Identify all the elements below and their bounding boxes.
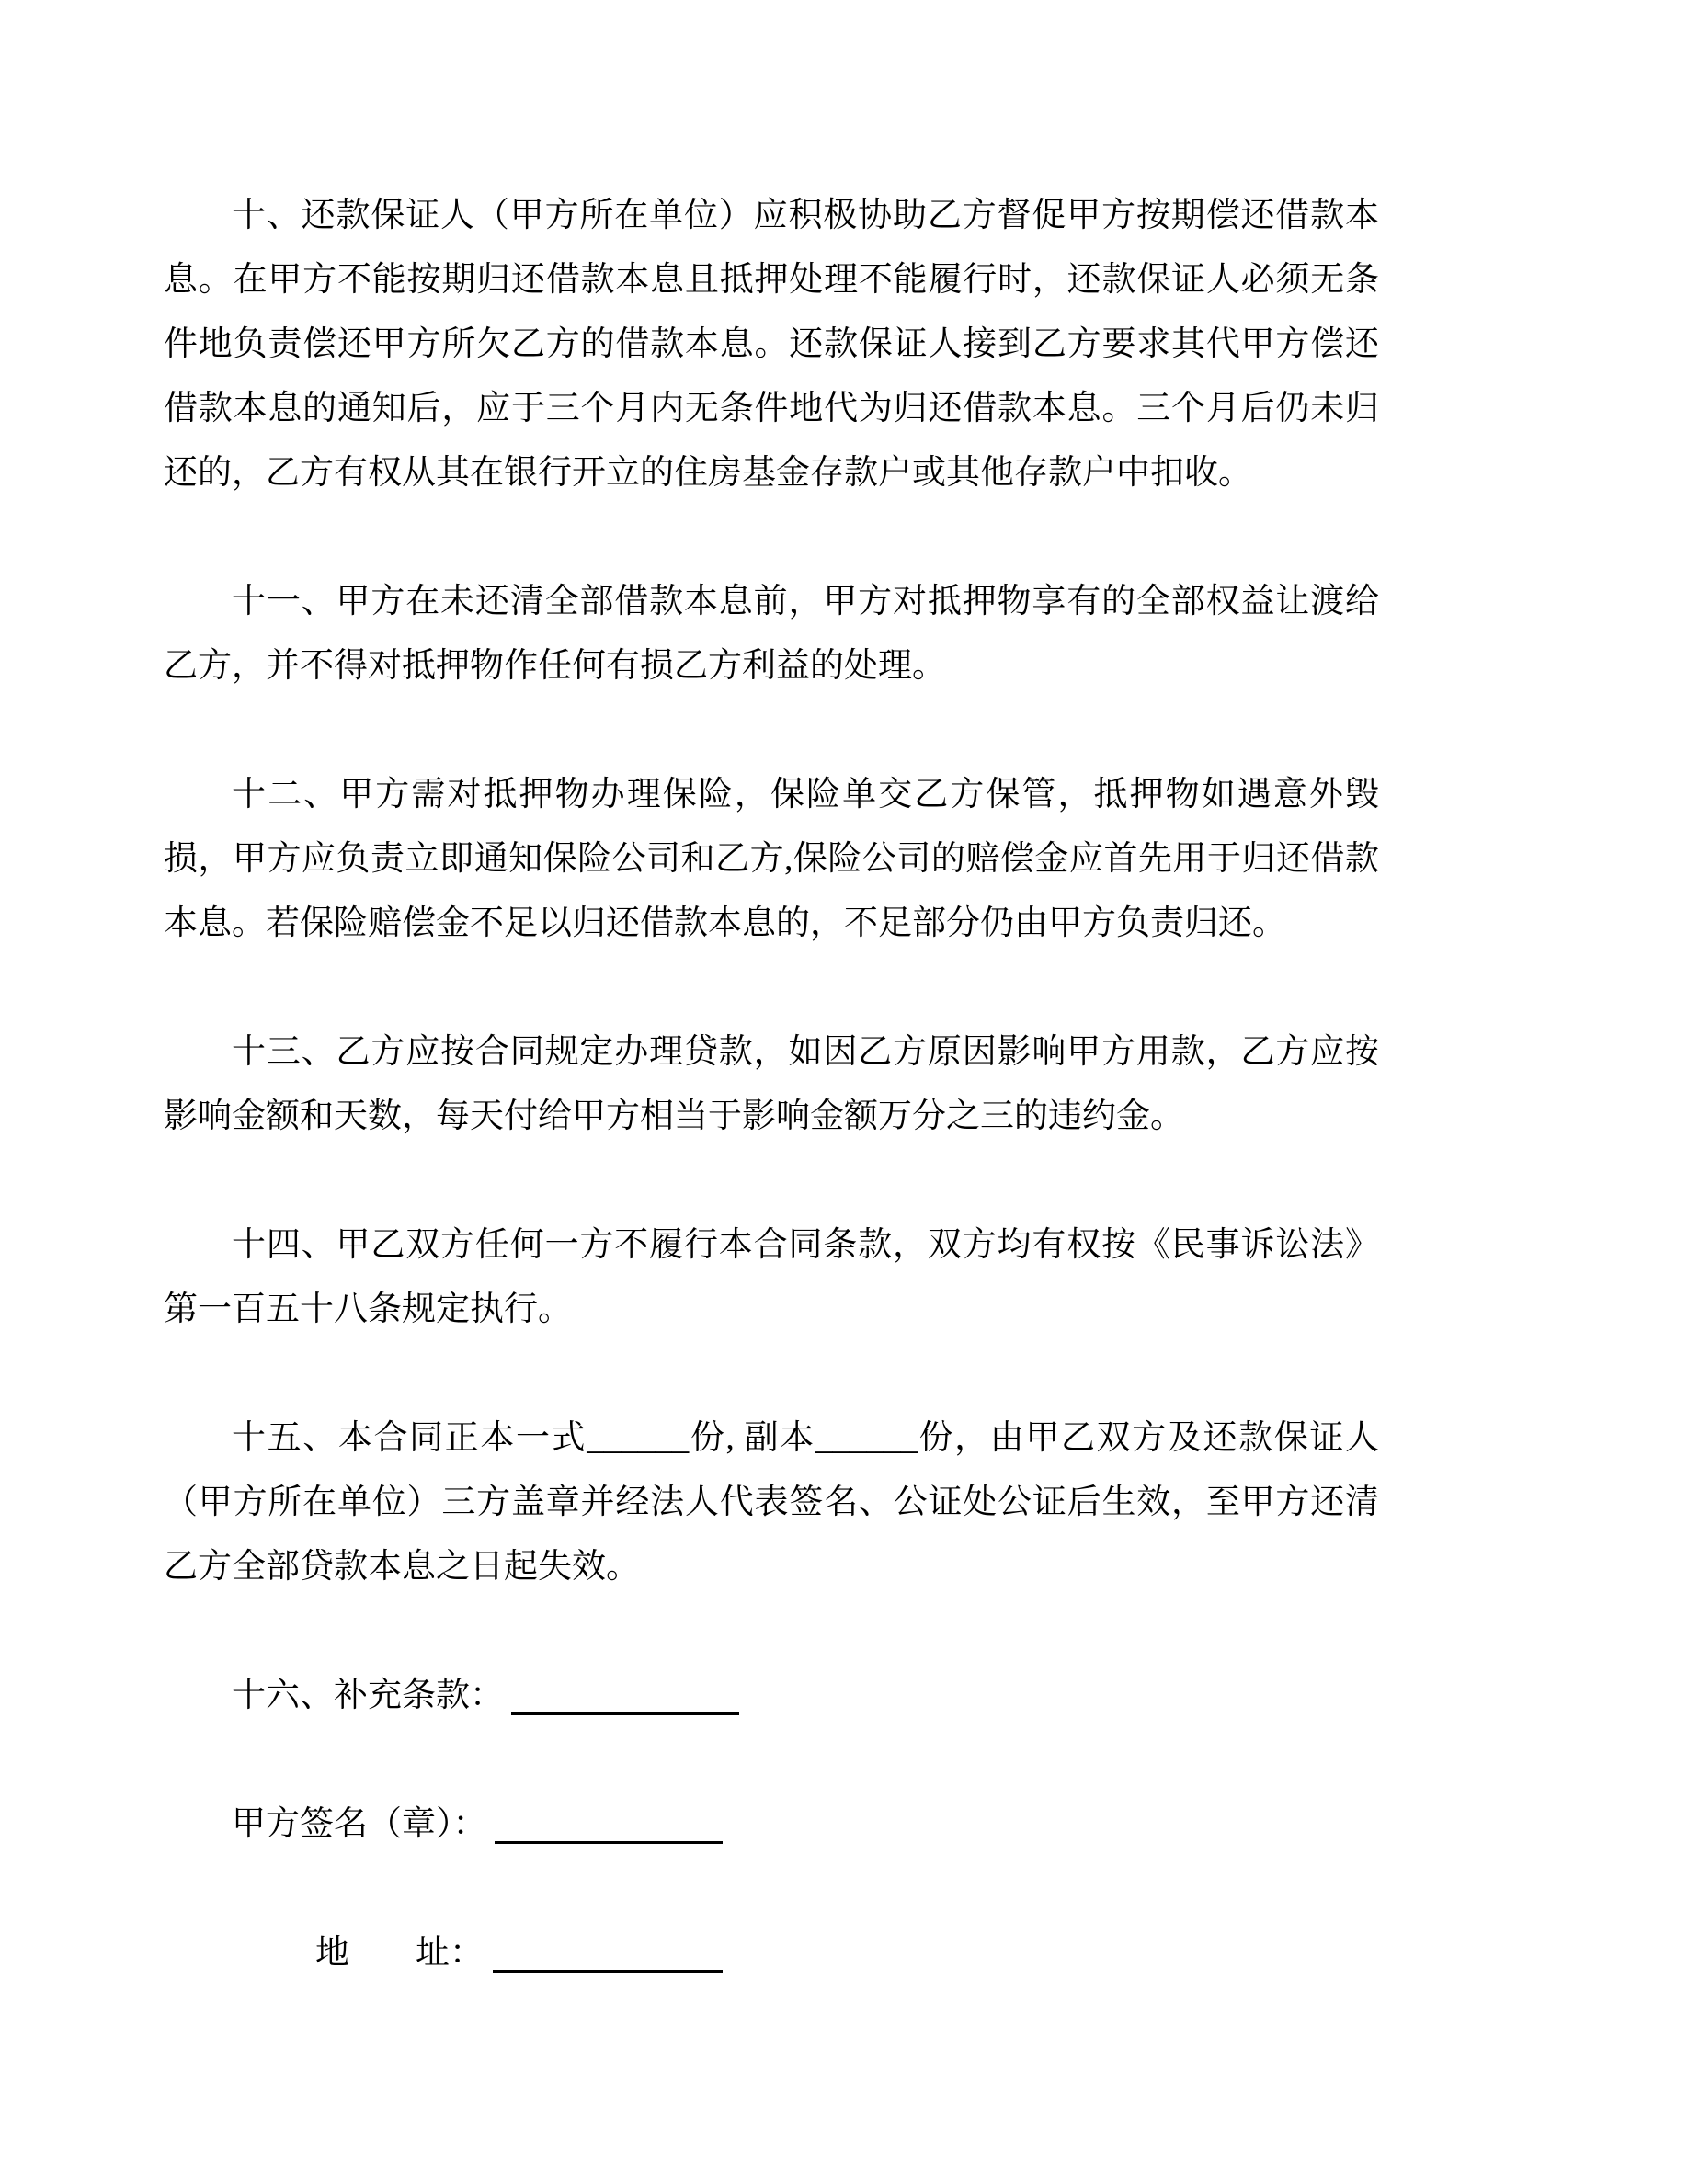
clause-11: 十一、甲方在未还清全部借款本息前，甲方对抵押物享有的全部权益让渡给乙方，并不得对抵押物作任何有损乙方利益的处理。 [164,583,1379,685]
address-blank[interactable] [493,1933,723,1973]
clause-16-row [164,1664,1379,1728]
address-label-char1: 地 [315,1934,349,1972]
party-a-signature-row [164,1792,1379,1857]
party-a-signature-label: 甲方签名（章）： [232,1805,487,1843]
clause-13: 十三、乙方应按合同规定办理贷款，如因乙方原因影响甲方用款，乙方应按影响金额和天数，每天付给甲方相当于影响金额万分之三的违约金。 [164,1033,1379,1135]
address-row [164,1921,1379,1985]
contract-body [164,184,1379,2050]
address-label-char2: 址： [416,1934,484,1972]
clause-12: 十二、甲方需对抵押物办理保险，保险单交乙方保管，抵押物如遇意外毁损，甲方应负责立即通知保险公司和乙方,保险公司的赔偿金应首先用于归还借款本息。若保险赔偿金不足以归还借款本息的，不足部分仍由甲方负责归还。 [164,776,1379,942]
clause-15: 十五、本合同正本一式______份, 副本______份，由甲乙双方及还款保证人（甲方所在单位）三方盖章并经法人代表签名、公证处公证后生效，至甲方还清乙方全部贷款本息之日起失效。 [164,1419,1379,1586]
party-a-signature-blank[interactable] [495,1804,723,1844]
clause-10: 十、还款保证人（甲方所在单位）应积极协助乙方督促甲方按期偿还借款本息。在甲方不能按期归还借款本息且抵押处理不能履行时，还款保证人必须无条件地负责偿还甲方所欠乙方的借款本息。还款保证人接到乙方要求其代甲方偿还借款本息的通知后，应于三个月内无条件地代为归还借款本息。三个月后仍未归还的，乙方有权从其在银行开立的住房基金存款户或其他存款户中扣收。 [164,197,1379,492]
clause-16-label: 十六、补充条款： [232,1677,504,1714]
supplementary-terms-blank[interactable] [511,1676,739,1715]
clause-14: 十四、甲乙双方任何一方不履行本合同条款，双方均有权按《民事诉讼法》第一百五十八条规定执行。 [164,1226,1379,1328]
